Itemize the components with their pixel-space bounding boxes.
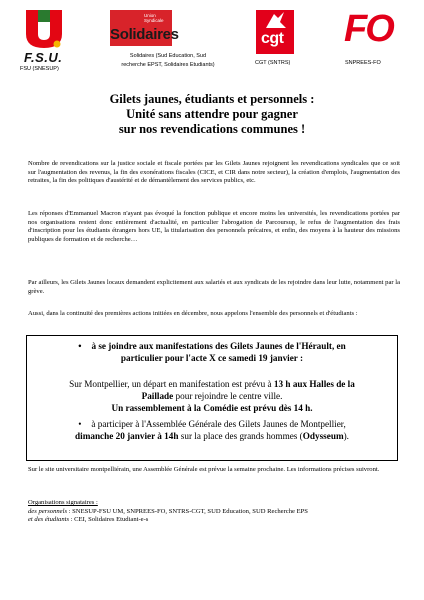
- fsu-name: F.S.U.: [24, 50, 63, 65]
- solidaires-emblem: Union Syndicale Solidaires: [110, 10, 172, 46]
- logo-header: [0, 0, 424, 80]
- paragraph-revendications: Nombre de revendications sur la justice sociale et fiscale portées par les Gilets Jaunes rejoignent les revendications syndicales que ce soit sur l'augmentation des revenus, la fin des exonérations fiscales (CICE, et CIR dans notre secteur), la création d'emplois, l'augmentation des retraites, la fin des politiques d'austérité et de démantèlement des services publics, etc.: [28, 160, 400, 185]
- paragraph-reponses-macron: Les réponses d'Emmanuel Macron n'ayant pas évoqué la fonction publique et encore moins les universités, les revendications portées par nos organisations restent donc entièrement d'actualité, en particulier l'abrogation de Parcoursup, le refus de l'augmentation des frais d'inscription pour les étudiants étrangers hors UE, la titularisation des personnels précaires, et enfin, des moyens à la hauteur des missions publiques de formation et de recherche…: [28, 210, 400, 243]
- cgt-wordmark: cgt: [261, 30, 284, 47]
- signatories-heading: Organisations signataires :: [28, 499, 98, 506]
- call-to-action-box: [26, 335, 398, 461]
- fo-wordmark: FO: [344, 8, 393, 50]
- solidaires-caption: Solidaires (Sud Education, Sud recherche EPST, Solidaires Etudiants): [121, 53, 215, 68]
- fsu-caption: FSU (SNESUP): [20, 66, 59, 72]
- bullet-icon: •: [78, 341, 82, 351]
- solidaires-logo: [104, 8, 214, 80]
- paragraph-assemblee-generale: Sur le site universitaire montpelliérain, une Assemblée Générale est prévue la semaine prochaine. Les informations précises suivront.: [28, 466, 380, 473]
- signatories: [28, 499, 400, 525]
- fo-caption: SNPREES-FO: [345, 60, 381, 66]
- paragraph-gilets-jaunes-locaux: Par ailleurs, les Gilets Jaunes locaux demandent explicitement aux salariés et aux syndicats de les rejoindre dans leur lutte, notamment par la grève.: [28, 279, 400, 295]
- call-item-assemblee: • à participer à l'Assemblée Générale des Gilets Jaunes de Montpellier, dimanche 20 janvier à 14h sur la place des grands hommes (Odysseum).: [75, 419, 349, 441]
- solidaires-wordmark: Solidaires: [110, 26, 179, 43]
- signatories-students: et des étudiants : CEI, Solidaires Etudiant-e-s: [28, 516, 149, 524]
- fsu-emblem: [24, 8, 64, 50]
- call-item-manifestations: • à se joindre aux manifestations des Gilets Jaunes de l'Hérault, en particulier pour l'acte X ce samedi 19 janvier :: [78, 341, 346, 363]
- cgt-logo: [252, 10, 302, 80]
- signatories-staff: des personnels : SNESUP-FSU UM, SNPREES-FO, SNTRS-CGT, SUD Education, SUD Recherche EPS: [28, 507, 308, 515]
- cgt-figure-icon: [256, 10, 294, 30]
- paragraph-appel: Aussi, dans la continuité des premières actions initiées en décembre, nous appelons l'ensemble des personnels et d'étudiants :: [28, 310, 358, 317]
- call-item-montpellier: Sur Montpellier, un départ en manifestation est prévu à 13 h aux Halles de la Paillade pour rejoindre le centre ville. Un rassemblement à la Comédie est prévu dès 14 h.: [69, 379, 355, 413]
- fsu-logo: [20, 6, 72, 78]
- cgt-caption: CGT (SNTRS): [255, 60, 291, 66]
- page-title: Gilets jaunes, étudiants et personnels : Unité sans attendre pour gagner sur nos revendications communes !: [109, 92, 315, 136]
- bullet-icon: •: [78, 419, 82, 429]
- cgt-emblem: [256, 10, 294, 54]
- fo-logo: [340, 8, 410, 80]
